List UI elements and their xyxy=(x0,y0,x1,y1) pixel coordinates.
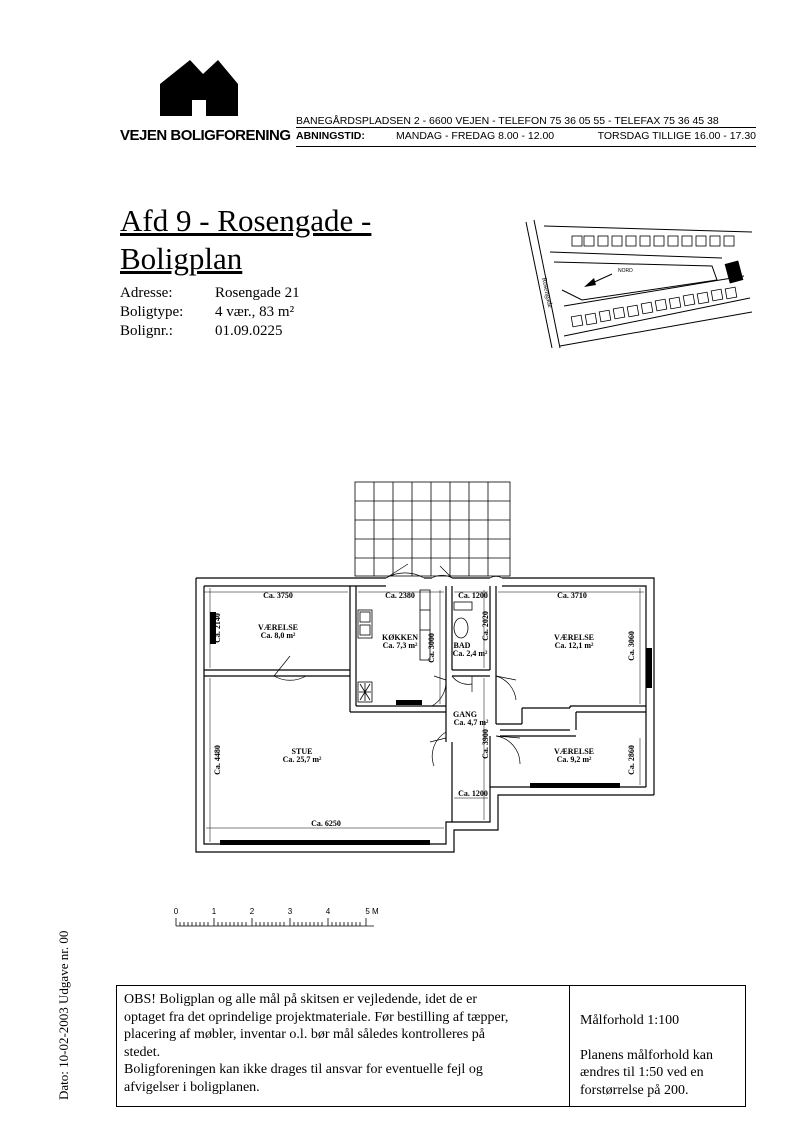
notice-line: OBS! Boligplan og alle mål på skitsen er vejledende, idet de er xyxy=(124,992,478,1007)
info-label: Bolignr.: xyxy=(120,323,173,339)
scale-label: 0 xyxy=(173,907,179,916)
scale-label: 5 M xyxy=(365,907,379,916)
room-name: VÆRELSE xyxy=(257,623,299,632)
notice-right xyxy=(580,1012,740,1099)
info-row-type xyxy=(120,304,300,323)
info-value: Rosengade 21 xyxy=(215,285,300,301)
info-label: Adresse: xyxy=(120,285,173,301)
logo-house-icon xyxy=(120,58,280,128)
scale-label: 3 xyxy=(287,907,293,916)
logo xyxy=(120,58,291,150)
room-area: Ca. 25,7 m² xyxy=(282,755,322,764)
terrace-grid xyxy=(355,482,510,576)
dimension-label: Ca. 3900 xyxy=(481,729,490,759)
dimension-label: Ca. 1200 xyxy=(458,789,488,798)
floor-plan xyxy=(190,480,660,860)
dimension-label: Ca. 3000 xyxy=(427,633,436,663)
room-area: Ca. 8,0 m² xyxy=(260,631,296,640)
info-row-number xyxy=(120,323,300,342)
site-map xyxy=(522,218,757,353)
scale-label: 4 xyxy=(325,907,331,916)
page-title-line2: Boligplan xyxy=(120,241,243,276)
contact-block xyxy=(296,112,756,147)
room-name: GANG xyxy=(453,710,477,719)
room-area: Ca. 7,3 m² xyxy=(382,641,418,650)
room-name: VÆRELSE xyxy=(553,633,595,642)
room-name: KØKKEN xyxy=(381,633,419,642)
scale-ratio: Målforhold 1:100 xyxy=(580,1013,680,1028)
scale-bar xyxy=(168,904,388,934)
dimension-label: Ca. 3060 xyxy=(627,631,636,661)
notice-line: stedet. xyxy=(124,1044,161,1060)
room-area: Ca. 12,1 m² xyxy=(554,641,594,650)
notice-line: afvigelser i boligplanen. xyxy=(124,1079,260,1095)
dimension-label: Ca. 6250 xyxy=(311,819,341,828)
room-name: STUE xyxy=(291,747,313,756)
contact-line: BANEGÅRDSPLADSEN 2 - 6600 VEJEN - TELEFON 75 36 05 55 - TELEFAX 75 36 45 38 xyxy=(296,115,719,127)
notice-line: Boligforeningen kan ikke drages til ansvar for eventuelle fejl og xyxy=(124,1062,483,1077)
notice-box xyxy=(116,985,746,1107)
page-title xyxy=(120,202,371,278)
scale-note-line: forstørrelse på 200. xyxy=(580,1082,689,1098)
dimension-label: Ca. 2140 xyxy=(213,613,222,643)
dimension-label: Ca. 2020 xyxy=(481,611,490,641)
scale-note-line: ændres til 1:50 ved en xyxy=(580,1065,704,1080)
dimension-label: Ca. 3710 xyxy=(557,591,587,600)
dimension-label: Ca. 2860 xyxy=(627,745,636,775)
page-title-line1: Afd 9 - Rosengade - xyxy=(120,203,372,238)
info-label: Boligtype: xyxy=(120,304,184,320)
dimension-label: Ca. 3750 xyxy=(263,591,293,600)
north-arrow-icon xyxy=(584,274,612,287)
date-edition-text: Dato: 10-02-2003 Udgave nr. 00 xyxy=(56,930,71,1100)
room-area: Ca. 4,7 m² xyxy=(453,718,489,727)
logo-name: VEJEN BOLIGFORENING xyxy=(120,127,291,144)
hours-thursday: TORSDAG TILLIGE 16.00 - 17.30 xyxy=(597,130,756,142)
notice-line: placering af møbler, inventar o.l. bør mål således kontrolleres på xyxy=(124,1027,485,1042)
room-area: Ca. 2,4 m² xyxy=(452,649,488,658)
dimension-label: Ca. 1200 xyxy=(458,591,488,600)
room-name: VÆRELSE xyxy=(553,747,595,756)
hours-weekday: MANDAG - FREDAG 8.00 - 12.00 xyxy=(396,130,555,142)
notice-line: optaget fra det oprindelige projektmateriale. Før bestilling af tæpper, xyxy=(124,1009,509,1025)
property-info xyxy=(120,285,300,342)
info-value: 01.09.0225 xyxy=(215,323,283,339)
room-name: BAD xyxy=(453,641,471,650)
dimension-label: Ca. 4480 xyxy=(213,745,222,775)
room-area: Ca. 9,2 m² xyxy=(556,755,592,764)
info-row-address xyxy=(120,285,300,304)
info-value: 4 vær., 83 m² xyxy=(215,304,295,320)
scale-note-line: Planens målforhold kan xyxy=(580,1047,713,1063)
scale-label: 1 xyxy=(211,907,217,916)
hours-label: ABNINGSTID: xyxy=(296,130,365,142)
north-label: NORD xyxy=(618,268,633,274)
street-label: Rosengade xyxy=(540,276,555,309)
notice-left xyxy=(124,991,569,1096)
scale-label: 2 xyxy=(249,907,255,916)
dimension-label: Ca. 2380 xyxy=(385,591,415,600)
